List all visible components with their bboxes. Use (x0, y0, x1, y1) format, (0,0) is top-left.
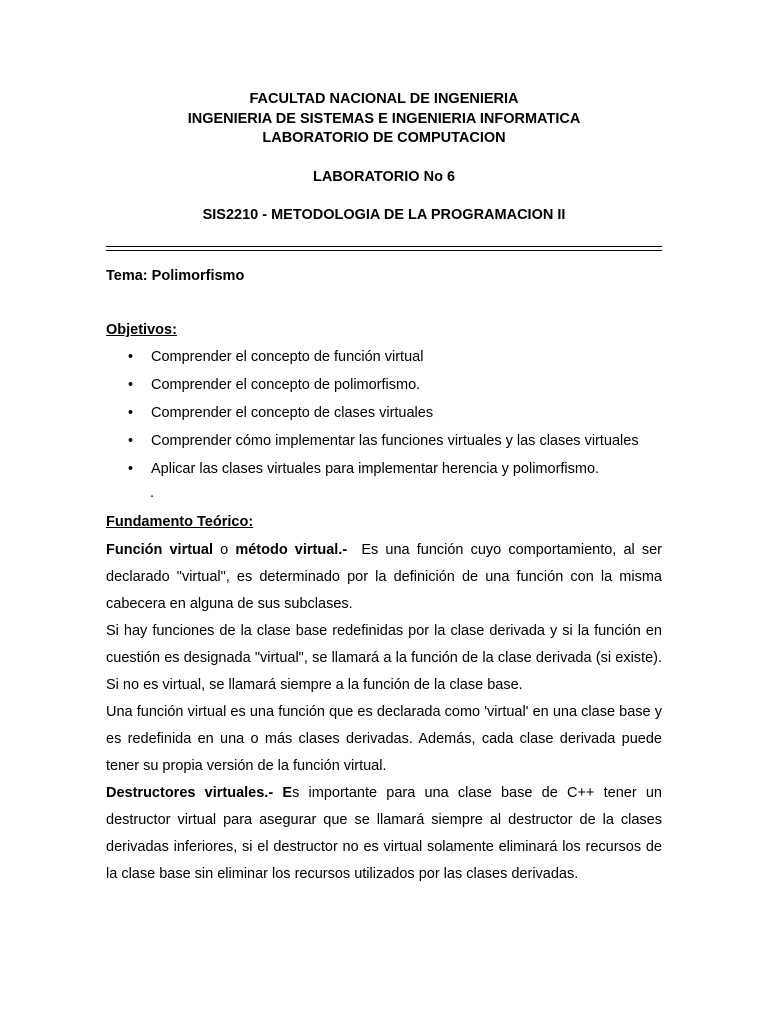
lab-number: LABORATORIO No 6 (312, 169, 456, 185)
bullet-icon: • (128, 433, 134, 449)
paragraph-text: s importante para una clase base de C++ tener un destructor virtual para asegurar que se llamará siempre al destructor de la clases derivadas inferiores, si el destructor no es virtual solamente eliminará los recursos de la clase base sin eliminar los recursos utilizados por las clases derivadas. (106, 785, 662, 882)
term-virtual-method: método virtual.- (235, 542, 348, 558)
bullet-icon: • (128, 461, 134, 477)
objective-text: Comprender el concepto de clases virtuales (151, 405, 434, 421)
divider-top (106, 246, 662, 247)
paragraph-declaration: Una función virtual es una función que es declarada como 'virtual' en una clase base y es redefinida en una o más clases derivadas. Además, cada clase derivada puede tener su propia versión de la función virtual. (106, 704, 662, 774)
stray-period: . (150, 485, 155, 501)
paragraph-redefinition: Si hay funciones de la clase base redefinidas por la clase derivada y si la función en cuestión es designada "virtual", se llamará a la función de la clase derivada (si existe). Si no es virtual, se llamará siempre a la función de la clase base. (106, 623, 662, 693)
department-name: INGENIERIA DE SISTEMAS E INGENIERIA INFORMATICA (187, 111, 581, 127)
conjunction-text: o (213, 542, 236, 558)
objectives-heading: Objetivos: (106, 322, 177, 338)
term-virtual-destructors: Destructores virtuales.- E (106, 785, 293, 801)
lab-name: LABORATORIO DE COMPUTACION (262, 130, 506, 146)
term-virtual-function: Función virtual (106, 542, 214, 558)
objective-text: Comprender el concepto de función virtual (151, 349, 424, 365)
theory-body (106, 537, 667, 888)
objective-text: Comprender cómo implementar las funciones virtuales y las clases virtuales (151, 433, 639, 449)
paragraph-virtual-function (106, 537, 667, 618)
course-title: SIS2210 - METODOLOGIA DE LA PROGRAMACION II (202, 207, 566, 223)
paragraph-text: Es una función cuyo comportamiento, al ser declarado "virtual", es determinado por la definición de una función con la misma cabecera en alguna de sus subclases. (106, 542, 667, 612)
paragraph-virtual-destructors (106, 780, 662, 888)
divider-bottom (106, 250, 662, 251)
bullet-icon: • (128, 349, 134, 365)
theory-heading: Fundamento Teórico: (106, 514, 254, 530)
faculty-name: FACULTAD NACIONAL DE INGENIERIA (249, 91, 519, 107)
objective-text: Aplicar las clases virtuales para implementar herencia y polimorfismo. (151, 461, 600, 477)
bullet-icon: • (128, 405, 134, 421)
bullet-icon: • (128, 377, 134, 393)
objective-text: Comprender el concepto de polimorfismo. (151, 377, 421, 393)
topic-heading: Tema: Polimorfismo (106, 268, 245, 284)
